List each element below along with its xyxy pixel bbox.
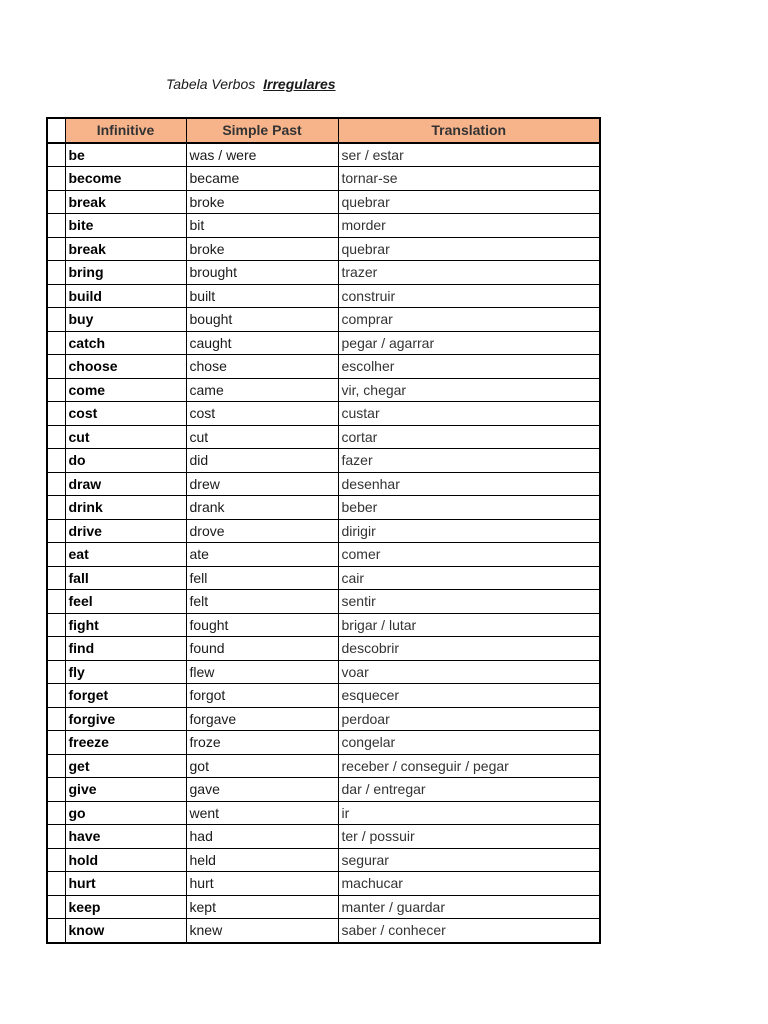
cell-simple-past: ate [186,543,338,567]
cell-infinitive: become [65,167,186,191]
cell-translation: ter / possuir [338,825,600,849]
row-gutter-cell [47,308,65,332]
row-gutter-cell [47,660,65,684]
cell-translation: comprar [338,308,600,332]
cell-infinitive: give [65,778,186,802]
cell-infinitive: know [65,919,186,943]
table-row [47,284,600,308]
page-title-prefix: Tabela Verbos [166,76,256,92]
table-row [47,801,600,825]
row-gutter-cell [47,872,65,896]
cell-translation: congelar [338,731,600,755]
table-row [47,261,600,285]
table-row [47,331,600,355]
row-gutter-cell [47,543,65,567]
cell-simple-past: cost [186,402,338,426]
row-gutter-cell [47,919,65,943]
table-row [47,848,600,872]
row-gutter-cell [47,754,65,778]
cell-infinitive: bring [65,261,186,285]
cell-simple-past: built [186,284,338,308]
row-gutter-cell [47,167,65,191]
page-title-emphasis: Irregulares [263,76,336,92]
row-gutter-cell [47,496,65,520]
cell-infinitive: catch [65,331,186,355]
table-row [47,754,600,778]
row-gutter-cell [47,566,65,590]
row-gutter-cell [47,707,65,731]
table-row [47,684,600,708]
cell-simple-past: froze [186,731,338,755]
cell-infinitive: come [65,378,186,402]
cell-translation: vir, chegar [338,378,600,402]
cell-simple-past: fell [186,566,338,590]
table-row [47,895,600,919]
cell-infinitive: build [65,284,186,308]
cell-infinitive: fly [65,660,186,684]
row-gutter-cell [47,261,65,285]
cell-simple-past: did [186,449,338,473]
row-gutter-cell [47,825,65,849]
table-row [47,355,600,379]
table-row [47,778,600,802]
cell-simple-past: went [186,801,338,825]
table-row [47,660,600,684]
row-gutter-cell [47,237,65,261]
table-row [47,308,600,332]
table-row [47,919,600,943]
row-gutter-cell [47,331,65,355]
cell-translation: pegar / agarrar [338,331,600,355]
table-row [47,707,600,731]
cell-simple-past: gave [186,778,338,802]
cell-simple-past: knew [186,919,338,943]
table-row [47,237,600,261]
table-row [47,214,600,238]
row-gutter-cell [47,214,65,238]
table-row [47,825,600,849]
row-gutter-cell [47,684,65,708]
cell-translation: esquecer [338,684,600,708]
cell-translation: quebrar [338,237,600,261]
row-gutter-cell [47,613,65,637]
cell-infinitive: drive [65,519,186,543]
cell-simple-past: held [186,848,338,872]
row-gutter-cell [47,778,65,802]
cell-infinitive: do [65,449,186,473]
cell-infinitive: bite [65,214,186,238]
cell-infinitive: hold [65,848,186,872]
table-row [47,613,600,637]
row-gutter-cell [47,895,65,919]
cell-simple-past: hurt [186,872,338,896]
cell-translation: ser / estar [338,143,600,167]
row-gutter-cell [47,590,65,614]
cell-translation: trazer [338,261,600,285]
row-gutter-cell [47,378,65,402]
row-gutter-cell [47,731,65,755]
table-row [47,167,600,191]
cell-infinitive: find [65,637,186,661]
cell-infinitive: feel [65,590,186,614]
table-row [47,143,600,167]
cell-infinitive: draw [65,472,186,496]
cell-infinitive: get [65,754,186,778]
cell-translation: quebrar [338,190,600,214]
header-simple-past: Simple Past [186,118,338,143]
table-header [47,118,600,143]
cell-translation: desenhar [338,472,600,496]
table-row [47,872,600,896]
cell-translation: beber [338,496,600,520]
cell-translation: descobrir [338,637,600,661]
cell-infinitive: forgive [65,707,186,731]
cell-simple-past: found [186,637,338,661]
cell-simple-past: forgot [186,684,338,708]
cell-simple-past: cut [186,425,338,449]
table-row [47,590,600,614]
cell-translation: custar [338,402,600,426]
cell-simple-past: forgave [186,707,338,731]
cell-translation: construir [338,284,600,308]
table-row [47,190,600,214]
cell-infinitive: cost [65,402,186,426]
cell-simple-past: broke [186,237,338,261]
cell-infinitive: break [65,237,186,261]
cell-infinitive: fight [65,613,186,637]
cell-infinitive: drink [65,496,186,520]
cell-translation: sentir [338,590,600,614]
cell-simple-past: felt [186,590,338,614]
cell-simple-past: was / were [186,143,338,167]
cell-infinitive: fall [65,566,186,590]
cell-translation: comer [338,543,600,567]
cell-translation: perdoar [338,707,600,731]
cell-translation: dar / entregar [338,778,600,802]
table-row [47,472,600,496]
cell-simple-past: became [186,167,338,191]
cell-translation: machucar [338,872,600,896]
cell-translation: segurar [338,848,600,872]
cell-simple-past: kept [186,895,338,919]
header-gutter-cell [47,118,65,143]
row-gutter-cell [47,425,65,449]
cell-infinitive: go [65,801,186,825]
table-body [47,143,600,943]
cell-simple-past: came [186,378,338,402]
cell-infinitive: keep [65,895,186,919]
row-gutter-cell [47,801,65,825]
row-gutter-cell [47,355,65,379]
header-row [47,118,600,143]
cell-translation: brigar / lutar [338,613,600,637]
row-gutter-cell [47,449,65,473]
row-gutter-cell [47,402,65,426]
cell-translation: receber / conseguir / pegar [338,754,600,778]
table-row [47,519,600,543]
table-row [47,402,600,426]
table-row [47,731,600,755]
cell-translation: manter / guardar [338,895,600,919]
cell-translation: ir [338,801,600,825]
cell-translation: fazer [338,449,600,473]
page-title [166,76,336,92]
table-row [47,637,600,661]
row-gutter-cell [47,848,65,872]
row-gutter-cell [47,472,65,496]
header-infinitive: Infinitive [65,118,186,143]
cell-infinitive: freeze [65,731,186,755]
table-row [47,425,600,449]
row-gutter-cell [47,637,65,661]
cell-infinitive: be [65,143,186,167]
cell-simple-past: flew [186,660,338,684]
cell-infinitive: eat [65,543,186,567]
cell-simple-past: brought [186,261,338,285]
cell-simple-past: got [186,754,338,778]
cell-simple-past: broke [186,190,338,214]
cell-translation: morder [338,214,600,238]
table-row [47,378,600,402]
cell-simple-past: drank [186,496,338,520]
table-row [47,543,600,567]
cell-translation: dirigir [338,519,600,543]
cell-translation: escolher [338,355,600,379]
cell-simple-past: bought [186,308,338,332]
cell-infinitive: break [65,190,186,214]
cell-translation: cortar [338,425,600,449]
cell-simple-past: caught [186,331,338,355]
cell-infinitive: choose [65,355,186,379]
header-translation: Translation [338,118,600,143]
cell-simple-past: had [186,825,338,849]
cell-simple-past: chose [186,355,338,379]
cell-simple-past: bit [186,214,338,238]
table-row [47,449,600,473]
cell-infinitive: hurt [65,872,186,896]
irregular-verbs-table [46,117,601,944]
cell-simple-past: drove [186,519,338,543]
row-gutter-cell [47,519,65,543]
row-gutter-cell [47,143,65,167]
cell-translation: saber / conhecer [338,919,600,943]
cell-infinitive: forget [65,684,186,708]
cell-translation: voar [338,660,600,684]
cell-translation: cair [338,566,600,590]
cell-infinitive: cut [65,425,186,449]
table-row [47,496,600,520]
row-gutter-cell [47,190,65,214]
table-row [47,566,600,590]
cell-simple-past: fought [186,613,338,637]
cell-infinitive: buy [65,308,186,332]
cell-simple-past: drew [186,472,338,496]
cell-translation: tornar-se [338,167,600,191]
cell-infinitive: have [65,825,186,849]
row-gutter-cell [47,284,65,308]
